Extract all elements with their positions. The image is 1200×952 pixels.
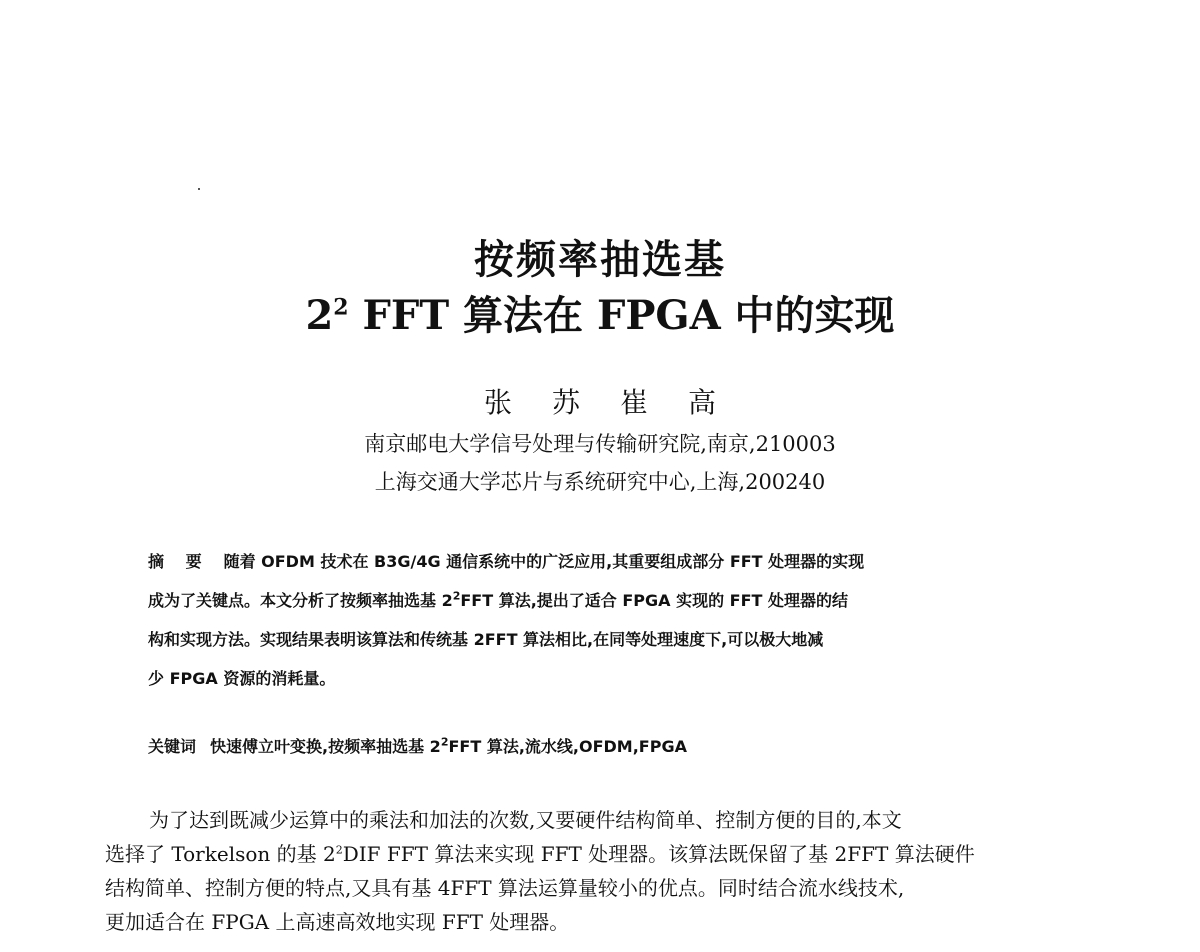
scan-artifact-dot (198, 188, 200, 190)
keywords-text: 快速傅立叶变换,按频率抽选基 2 (210, 737, 441, 756)
body-line (105, 837, 1085, 871)
abstract-text: 随着 OFDM 技术在 B3G/4G 通信系统中的广泛应用,其重要组成部分 FFT 处理器的实现 (223, 552, 865, 571)
author-char: 苏 (551, 386, 580, 419)
affiliation-2: 上海交通大学芯片与系统研究中心,上海,200240 (374, 470, 826, 494)
abstract-text: FFT 算法,提出了适合 FPGA 实现的 FFT 处理器的结 (460, 591, 849, 610)
superscript: 2 (335, 843, 343, 857)
abstract-line (148, 581, 1048, 620)
keywords (148, 732, 1048, 762)
abstract (148, 542, 1048, 698)
superscript: 2 (452, 589, 461, 603)
superscript: 2 (440, 735, 449, 749)
abstract-line: 构和实现方法。实现结果表明该算法和传统基 2FFT 算法相比,在同等处理速度下,可以极大地减 (148, 630, 824, 649)
title-superscript: 2 (333, 294, 349, 321)
body-line: 结构简单、控制方便的特点,又具有基 4FFT 算法运算量较小的优点。同时结合流水线技术, (105, 876, 905, 900)
abstract-line (148, 542, 1048, 581)
title-rest: FFT 算法在 FPGA 中的实现 (348, 292, 895, 339)
affiliation-1: 南京邮电大学信号处理与传输研究院,南京,210003 (364, 432, 836, 456)
abstract-line: 少 FPGA 资源的消耗量。 (148, 669, 336, 688)
body-line: 为了达到既减少运算中的乘法和加法的次数,又要硬件结构简单、控制方便的目的,本文 (149, 808, 902, 832)
author-char: 高 (688, 386, 717, 419)
body-text: 选择了 Torkelson 的基 2 (105, 842, 336, 866)
body-text: DIF FFT 算法来实现 FFT 处理器。该算法既保留了基 2FFT 算法硬件 (342, 842, 975, 866)
body-paragraph (105, 803, 1085, 939)
title-line-2 (0, 290, 1200, 342)
keywords-text: FFT 算法,流水线,OFDM,FPGA (448, 737, 687, 756)
title-base: 2 (305, 292, 334, 339)
author-char: 崔 (620, 386, 649, 419)
author-list (0, 385, 1200, 421)
body-line: 更加适合在 FPGA 上高速高效地实现 FFT 处理器。 (105, 910, 570, 934)
keywords-label: 关键词 (148, 737, 197, 756)
abstract-label: 摘 要 (148, 552, 210, 571)
abstract-text: 成为了关键点。本文分析了按频率抽选基 2 (148, 591, 453, 610)
author-char: 张 (483, 386, 512, 419)
title-line-1: 按频率抽选基 (474, 236, 726, 283)
